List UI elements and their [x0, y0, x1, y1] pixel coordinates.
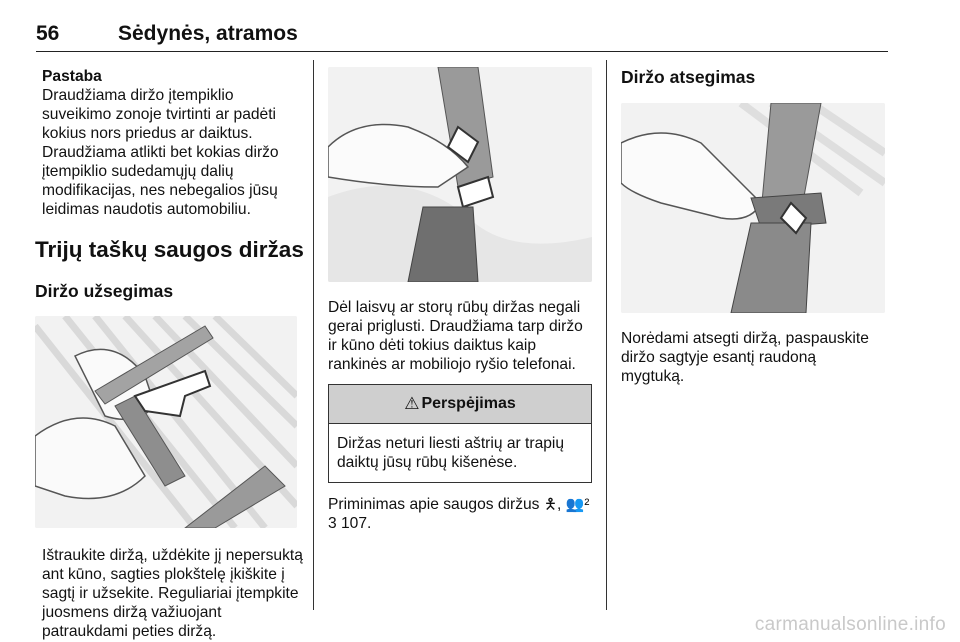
- unfastening-caption: Norėdami atsegti diržą, paspauskite diržo sagtyje esantį raudoną mygtuką.: [621, 330, 869, 385]
- page-header: [36, 22, 888, 52]
- column-1: [35, 60, 304, 641]
- buckle-release-illustration: [621, 103, 885, 313]
- buckle-insertion-illustration: [328, 67, 592, 282]
- seatbelt-reminder-icon: 🯅: [543, 496, 558, 513]
- fastening-caption: Ištraukite diržą, uždėkite jį nepersuktą ant kūno, sagties plokštelę įkiškite į sagtį ir užsekite. Reguliariai įtempkite juosmens diržą važiuojant patraukdami peties diržą.: [42, 547, 303, 640]
- column-3: [621, 60, 885, 386]
- column-2: [328, 60, 592, 533]
- header-rule: [36, 51, 888, 52]
- page-reference-link[interactable]: 3 107.: [328, 515, 372, 532]
- note-text: Draudžiama diržo įtempiklio suveikimo zonoje tvirtinti ar padėti kokius nors priedus ar daiktus. Draudžiama atlikti bet kokias diržo įtempiklio sudedamųjų dalių modifikacijas, nes nebegalios jūsų leidimas naudotis automobiliu.: [42, 87, 279, 218]
- section-heading: Trijų taškų saugos diržas: [35, 237, 304, 262]
- column-divider-2: [606, 60, 607, 610]
- page-title: Sėdynės, atramos: [118, 22, 298, 45]
- warning-text: Diržas neturi liesti aštrių ar trapių daiktų jūsų rūbų kišenėse.: [337, 435, 565, 471]
- note-heading: Pastaba: [42, 68, 102, 85]
- unfastening-heading: Diržo atsegimas: [621, 67, 756, 87]
- clothing-caption: Dėl laisvų ar storų rūbų diržas negali gerai priglusti. Draudžiama tarp diržo ir kūno dėti tokius daiktus kaip rankinės ar mobiliojo ryšio telefonai.: [328, 299, 583, 373]
- column-divider-1: [313, 60, 314, 610]
- warning-title: Perspėjimas: [421, 395, 516, 412]
- warning-header: [329, 385, 591, 424]
- warning-box: [328, 384, 592, 483]
- rear-seatbelt-reminder-icon: 👥²: [565, 496, 590, 513]
- page-number: 56: [36, 22, 60, 45]
- reminder-text: Priminimas apie saugos diržus 🯅, 👥² 3 107.: [328, 496, 590, 532]
- fastening-seatbelt-illustration: [35, 316, 297, 528]
- watermark: carmanualsonline.info: [754, 614, 946, 635]
- subsection-heading: Diržo užsegimas: [35, 281, 174, 301]
- warning-triangle-icon: ⚠: [404, 394, 420, 413]
